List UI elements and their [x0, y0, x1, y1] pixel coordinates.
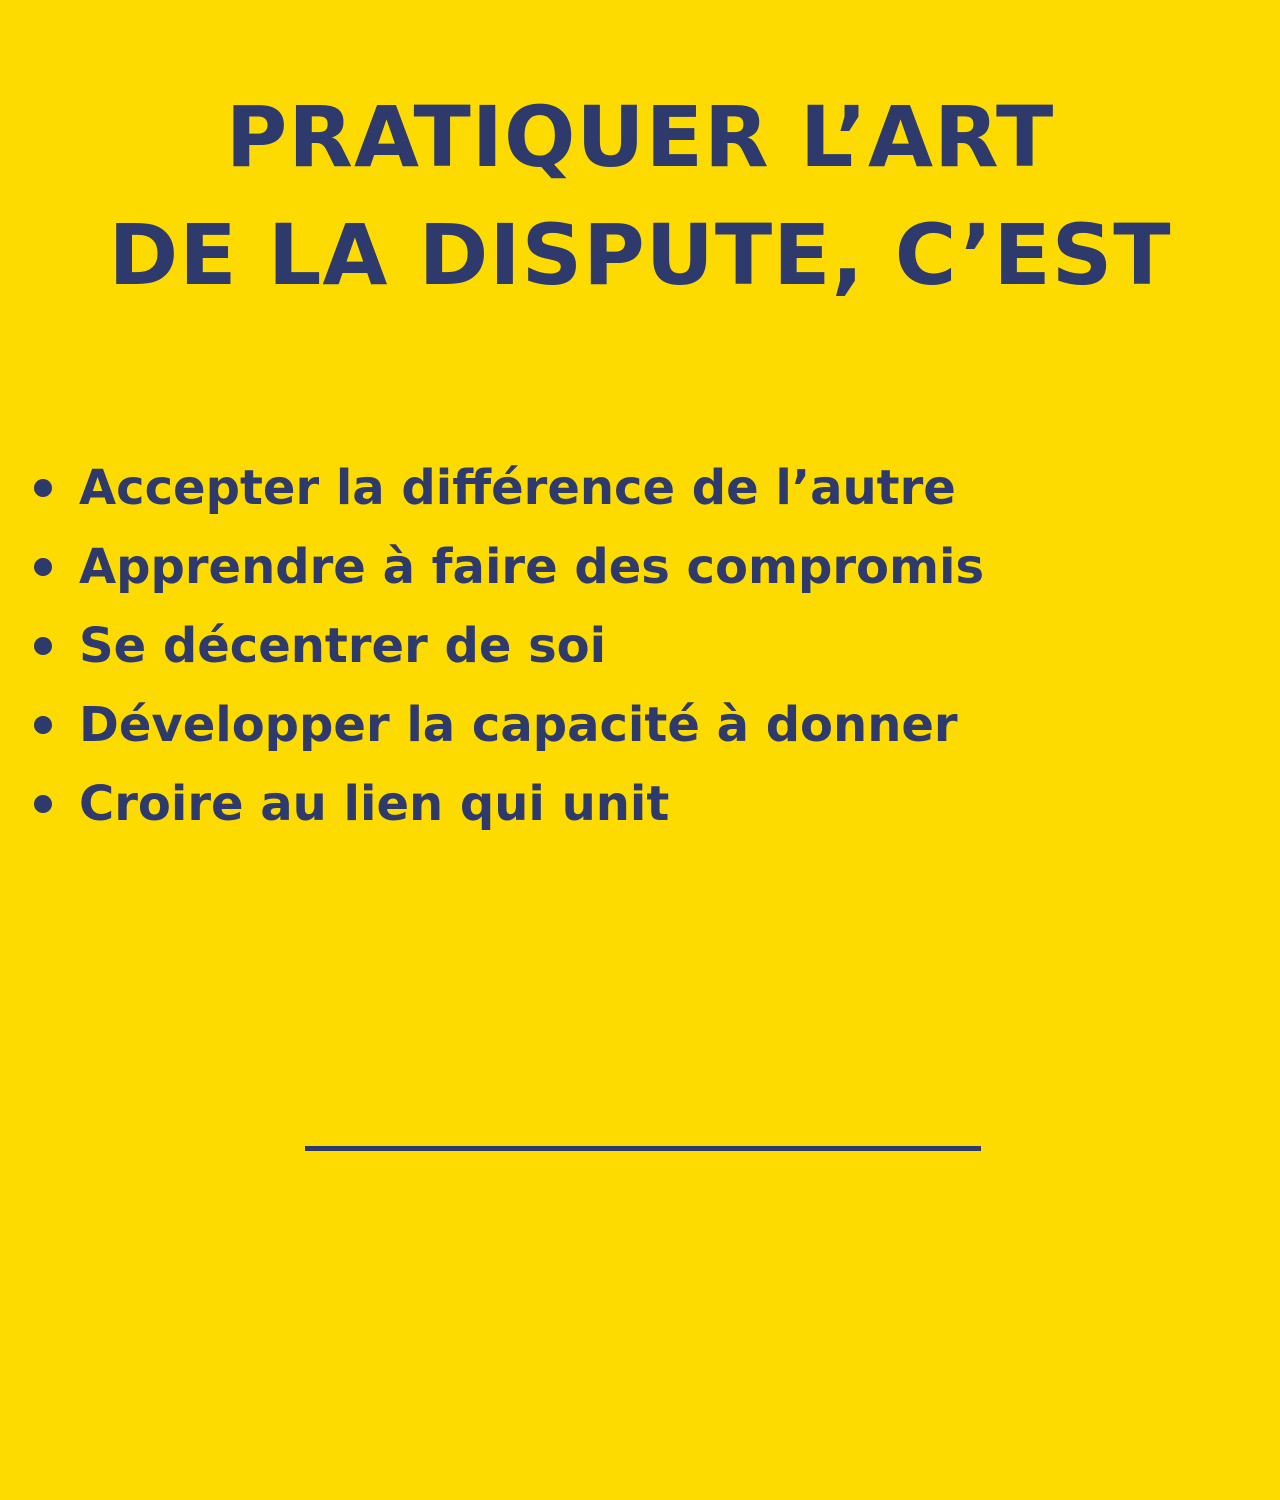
list-item [34, 685, 984, 764]
list-item [34, 527, 984, 606]
bullet-icon [34, 479, 52, 497]
bullet-icon [34, 637, 52, 655]
list-item [34, 764, 984, 843]
list-item-label: Développer la capacité à donner [79, 696, 958, 753]
bullet-icon [34, 795, 52, 813]
bullet-icon [34, 558, 52, 576]
title-line-1: PRATIQUER L’ART [225, 88, 1055, 186]
page-title [0, 78, 1280, 314]
list-item [34, 606, 984, 685]
divider-line [305, 1146, 981, 1151]
list-item-label: Se décentrer de soi [79, 617, 607, 674]
list-item [34, 448, 984, 527]
title-line-2: DE LA DISPUTE, C’EST [108, 206, 1172, 304]
bullet-icon [34, 716, 52, 734]
list-item-label: Accepter la différence de l’autre [79, 459, 956, 516]
list-item-label: Croire au lien qui unit [79, 775, 670, 832]
list-item-label: Apprendre à faire des compromis [79, 538, 985, 595]
principles-list [34, 448, 984, 843]
